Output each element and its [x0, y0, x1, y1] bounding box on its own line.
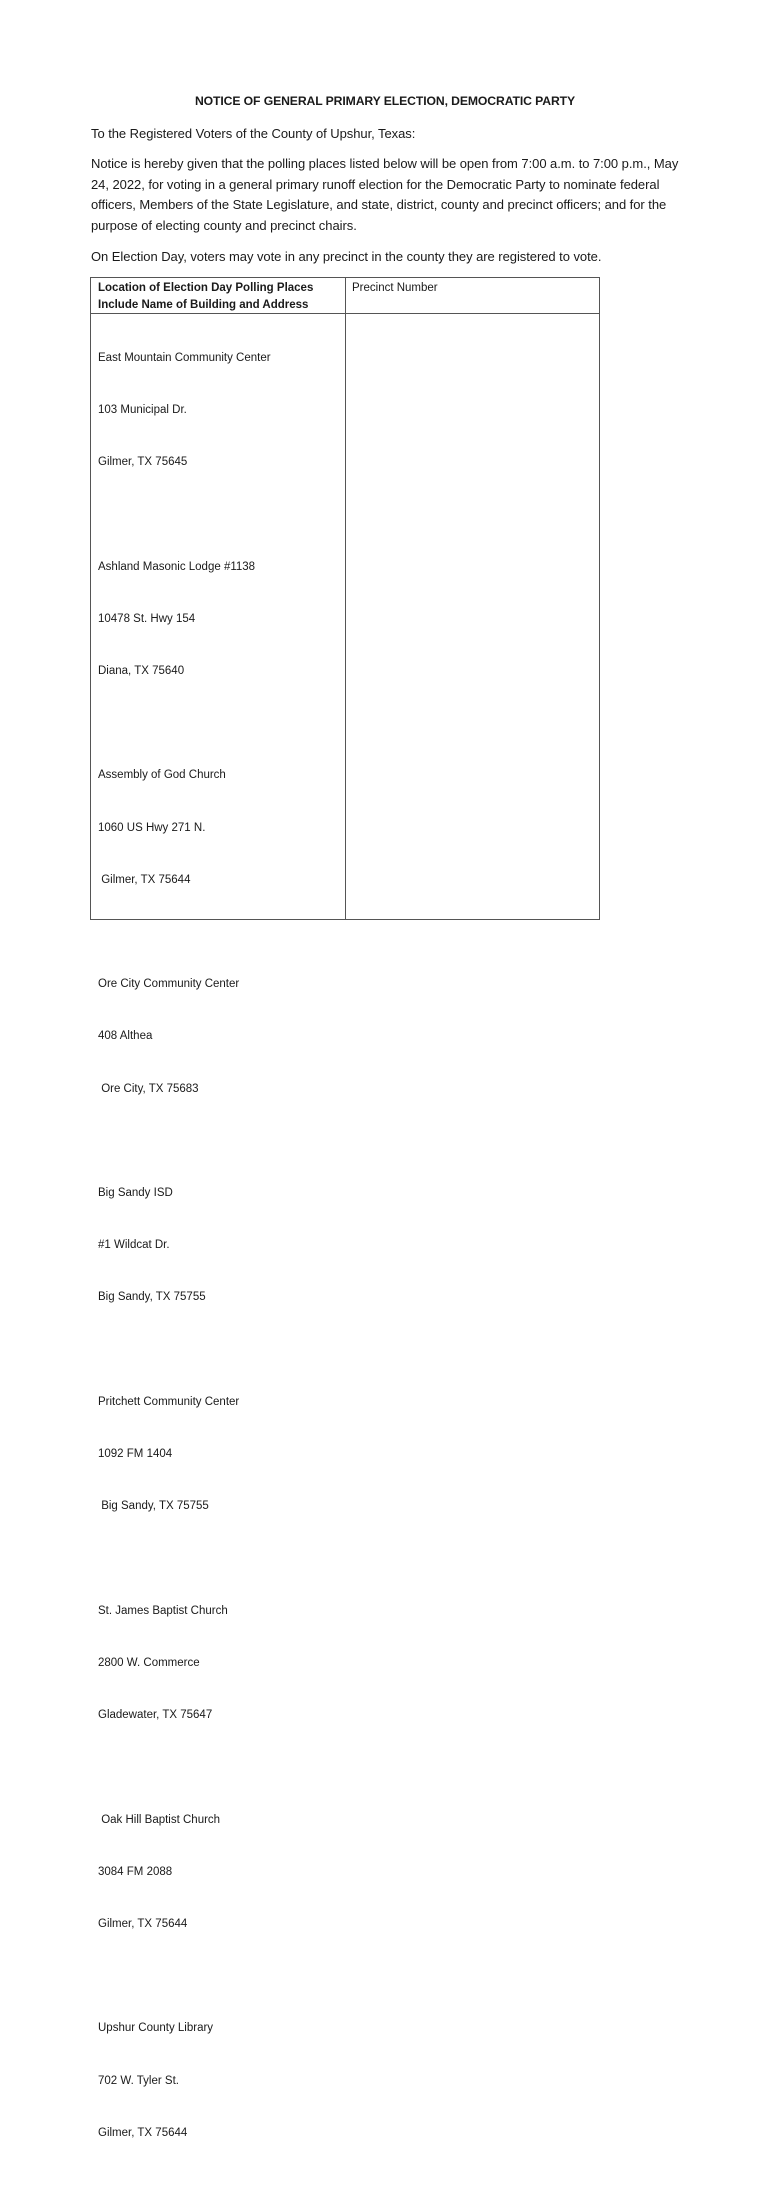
- location-name: Ore City Community Center: [98, 978, 240, 991]
- location-entry: [98, 1150, 338, 1341]
- location-entry: [98, 315, 338, 506]
- location-street: 2800 W. Commerce: [98, 1656, 200, 1669]
- location-city: Ore City, TX 75683: [98, 1082, 199, 1095]
- location-street: 1092 FM 1404: [98, 1448, 173, 1461]
- location-name: Big Sandy ISD: [98, 1187, 173, 1200]
- salutation: To the Registered Voters of the County of Upshur, Texas:: [91, 126, 416, 141]
- location-city: Diana, TX 75640: [98, 665, 185, 678]
- location-city: Big Sandy, TX 75755: [98, 1291, 206, 1304]
- location-street: 408 Althea: [98, 1030, 153, 1043]
- location-street: 702 W. Tyler St.: [98, 2074, 179, 2087]
- column-divider: [345, 278, 346, 919]
- location-street: 10478 St. Hwy 154: [98, 612, 196, 625]
- election-day-paragraph: On Election Day, voters may vote in any precinct in the county they are registered to vote.: [91, 249, 602, 264]
- location-entry: [98, 1568, 338, 1759]
- location-name: Oak Hill Baptist Church: [98, 1813, 221, 1826]
- location-city: Gladewater, TX 75647: [98, 1709, 213, 1722]
- location-entry: [98, 1986, 338, 2177]
- location-city: Gilmer, TX 75644: [98, 873, 191, 886]
- location-entry: [98, 733, 338, 924]
- location-street: 1060 US Hwy 271 N.: [98, 821, 206, 834]
- location-city: Gilmer, TX 75645: [98, 456, 188, 469]
- polling-places-table: [90, 277, 600, 2139]
- location-street: 3084 FM 2088: [98, 1865, 173, 1878]
- header-location-line2: Include Name of Building and Address: [98, 299, 309, 311]
- location-name: St. James Baptist Church: [98, 1604, 228, 1617]
- location-name: Pritchett Community Center: [98, 1395, 240, 1408]
- location-city: Gilmer, TX 75644: [98, 2126, 188, 2139]
- location-city: Gilmer, TX 75644: [98, 1917, 188, 1930]
- header-location: [98, 280, 338, 314]
- location-name: East Mountain Community Center: [98, 351, 271, 364]
- location-name: Assembly of God Church: [98, 769, 226, 782]
- location-entry: [98, 524, 338, 715]
- location-street: 103 Municipal Dr.: [98, 404, 187, 417]
- location-name: Ashland Masonic Lodge #1138: [98, 560, 256, 573]
- location-entry: [98, 1777, 338, 1968]
- location-street: #1 Wildcat Dr.: [98, 1239, 170, 1252]
- location-city: Big Sandy, TX 75755: [98, 1500, 209, 1513]
- location-entry: [98, 1359, 338, 1550]
- location-name: Upshur County Library: [98, 2022, 214, 2035]
- header-precinct: Precinct Number: [352, 282, 438, 294]
- notice-paragraph: Notice is hereby given that the polling places listed below will be open from 7:00 a.m. to 7:00 p.m., May 24, 2022, for voting in a general primary runoff election for the Democratic Party to nominate federal officers, Members of the State Legislature, and state, district, county and precinct officers; and for the purpose of electing county and precinct chairs.: [91, 156, 679, 233]
- location-list: [98, 315, 338, 2194]
- page-title: NOTICE OF GENERAL PRIMARY ELECTION, DEMOCRATIC PARTY: [194, 94, 576, 108]
- location-entry: [98, 941, 338, 1132]
- header-location-line1: Location of Election Day Polling Places: [98, 282, 314, 294]
